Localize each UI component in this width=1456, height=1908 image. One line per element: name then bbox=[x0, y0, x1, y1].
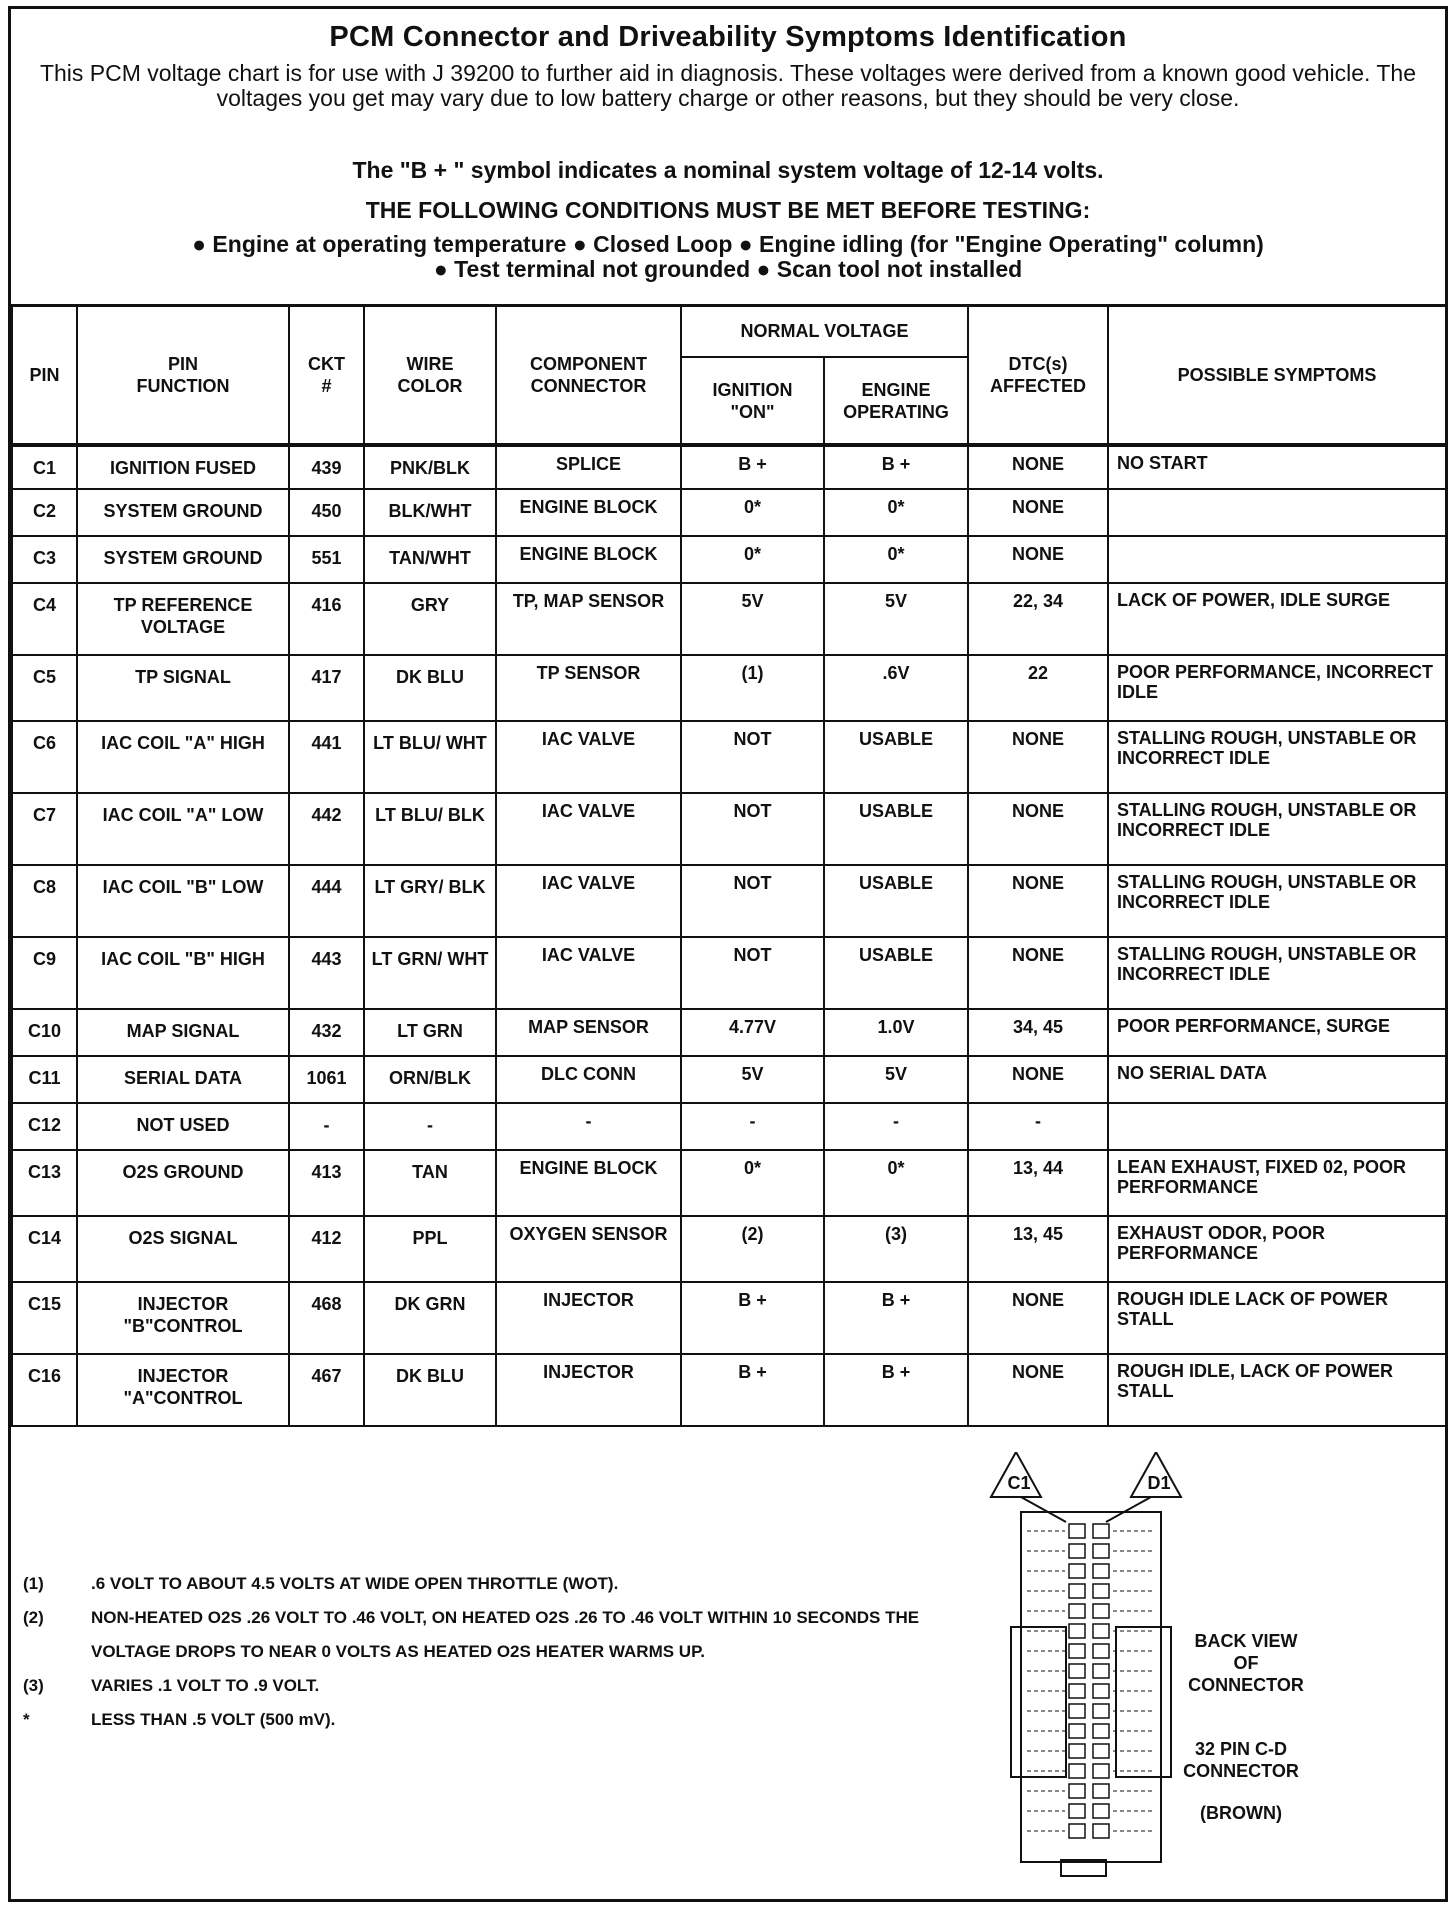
cell-engine-operating: 0* bbox=[824, 1150, 968, 1216]
connector-pin bbox=[1093, 1724, 1109, 1738]
connector-pin bbox=[1069, 1704, 1085, 1718]
table-row bbox=[12, 536, 1446, 583]
cell-pin: C9 bbox=[12, 937, 77, 1009]
cell-pin: C1 bbox=[12, 445, 77, 489]
cell-component: TP SENSOR bbox=[496, 655, 681, 721]
bplus-note: The "B + " symbol indicates a nominal system voltage of 12-14 volts. bbox=[352, 157, 1104, 183]
pcm-table bbox=[11, 304, 1447, 1427]
conditions-line-1: ● Engine at operating temperature ● Closed Loop ● Engine idling (for "Engine Operating" column) bbox=[192, 231, 1264, 257]
table-row bbox=[12, 1103, 1446, 1150]
cell-pin: C3 bbox=[12, 536, 77, 583]
label-pin-count: 32 PIN C-D CONNECTOR bbox=[1183, 1739, 1299, 1781]
cell-pin-function: INJECTOR "A"CONTROL bbox=[77, 1354, 289, 1426]
cell-symptoms bbox=[1108, 489, 1446, 536]
cell-symptoms: ROUGH IDLE, LACK OF POWER STALL bbox=[1108, 1354, 1446, 1426]
cell-pin-function: INJECTOR "B"CONTROL bbox=[77, 1282, 289, 1354]
cell-wire-color: - bbox=[364, 1103, 496, 1150]
cell-pin-function: TP REFERENCE VOLTAGE bbox=[77, 583, 289, 655]
cell-dtc: NONE bbox=[968, 536, 1108, 583]
connector-pin bbox=[1069, 1544, 1085, 1558]
table-row bbox=[12, 865, 1446, 937]
cell-engine-operating: 5V bbox=[824, 1056, 968, 1103]
footnote-mark: (3) bbox=[23, 1676, 44, 1695]
cell-ignition-on: NOT bbox=[681, 865, 824, 937]
cell-engine-operating: 0* bbox=[824, 489, 968, 536]
cell-component: ENGINE BLOCK bbox=[496, 489, 681, 536]
connector-pin bbox=[1093, 1824, 1109, 1838]
footnote-mark: (1) bbox=[23, 1574, 44, 1593]
page-title: PCM Connector and Driveability Symptoms Identification bbox=[329, 21, 1127, 53]
cell-pin-function: SYSTEM GROUND bbox=[77, 489, 289, 536]
table-row bbox=[12, 1009, 1446, 1056]
cell-ignition-on: B + bbox=[681, 1282, 824, 1354]
footnote-text: .6 VOLT TO ABOUT 4.5 VOLTS AT WIDE OPEN THROTTLE (WOT). bbox=[91, 1574, 619, 1593]
cell-ignition-on: (1) bbox=[681, 655, 824, 721]
cell-pin: C5 bbox=[12, 655, 77, 721]
connector-pin bbox=[1069, 1824, 1085, 1838]
label-back-view: BACK VIEW OF CONNECTOR bbox=[1188, 1631, 1304, 1695]
footnote-text: LESS THAN .5 VOLT (500 mV). bbox=[91, 1710, 336, 1729]
connector-pin bbox=[1069, 1644, 1085, 1658]
cell-dtc: 22, 34 bbox=[968, 583, 1108, 655]
table-row bbox=[12, 1282, 1446, 1354]
cell-ignition-on: B + bbox=[681, 1354, 824, 1426]
cell-pin-function: MAP SIGNAL bbox=[77, 1009, 289, 1056]
cell-pin: C10 bbox=[12, 1009, 77, 1056]
table-row bbox=[12, 1056, 1446, 1103]
cell-pin: C4 bbox=[12, 583, 77, 655]
connector-pin bbox=[1069, 1524, 1085, 1538]
cell-ignition-on: B + bbox=[681, 445, 824, 489]
cell-engine-operating: USABLE bbox=[824, 721, 968, 793]
connector-pin bbox=[1069, 1624, 1085, 1638]
cell-symptoms: ROUGH IDLE LACK OF POWER STALL bbox=[1108, 1282, 1446, 1354]
cell-dtc: NONE bbox=[968, 1282, 1108, 1354]
table-row bbox=[12, 655, 1446, 721]
cell-dtc: 34, 45 bbox=[968, 1009, 1108, 1056]
cell-ckt: 443 bbox=[289, 937, 364, 1009]
connector-pin bbox=[1093, 1564, 1109, 1578]
connector-pin bbox=[1069, 1684, 1085, 1698]
table-row bbox=[12, 1216, 1446, 1282]
notes bbox=[23, 1567, 983, 1737]
col-ignition-on: IGNITION "ON" bbox=[681, 357, 824, 445]
cell-engine-operating: USABLE bbox=[824, 865, 968, 937]
cell-pin: C6 bbox=[12, 721, 77, 793]
cell-engine-operating: B + bbox=[824, 445, 968, 489]
cell-symptoms: POOR PERFORMANCE, SURGE bbox=[1108, 1009, 1446, 1056]
label-c1: C1 bbox=[1007, 1473, 1031, 1493]
cell-dtc: NONE bbox=[968, 721, 1108, 793]
cell-pin: C12 bbox=[12, 1103, 77, 1150]
footnote bbox=[23, 1703, 983, 1737]
cell-engine-operating: 1.0V bbox=[824, 1009, 968, 1056]
d1-pointer bbox=[1106, 1497, 1151, 1522]
cell-component: IAC VALVE bbox=[496, 865, 681, 937]
cell-ignition-on: 5V bbox=[681, 583, 824, 655]
cell-symptoms: NO SERIAL DATA bbox=[1108, 1056, 1446, 1103]
cell-component: IAC VALVE bbox=[496, 937, 681, 1009]
cell-pin-function: IGNITION FUSED bbox=[77, 445, 289, 489]
cell-ignition-on: 4.77V bbox=[681, 1009, 824, 1056]
cell-component: DLC CONN bbox=[496, 1056, 681, 1103]
cell-dtc: NONE bbox=[968, 937, 1108, 1009]
cell-wire-color: BLK/WHT bbox=[364, 489, 496, 536]
cell-ckt: 441 bbox=[289, 721, 364, 793]
col-ckt: CKT # bbox=[289, 305, 364, 445]
cell-ckt: 439 bbox=[289, 445, 364, 489]
cell-ckt: 413 bbox=[289, 1150, 364, 1216]
cell-engine-operating: (3) bbox=[824, 1216, 968, 1282]
cell-ignition-on: NOT bbox=[681, 937, 824, 1009]
col-wire-color: WIRE COLOR bbox=[364, 305, 496, 445]
cell-symptoms: LACK OF POWER, IDLE SURGE bbox=[1108, 583, 1446, 655]
cell-dtc: 13, 45 bbox=[968, 1216, 1108, 1282]
cell-pin-function: IAC COIL "B" LOW bbox=[77, 865, 289, 937]
cell-component: INJECTOR bbox=[496, 1282, 681, 1354]
cell-wire-color: LT BLU/ WHT bbox=[364, 721, 496, 793]
cell-pin: C2 bbox=[12, 489, 77, 536]
footnote-mark: (2) bbox=[23, 1608, 44, 1627]
cell-pin-function: IAC COIL "A" LOW bbox=[77, 793, 289, 865]
connector-body bbox=[1021, 1512, 1161, 1862]
connector-pin bbox=[1069, 1724, 1085, 1738]
cell-pin: C11 bbox=[12, 1056, 77, 1103]
connector-pin bbox=[1093, 1664, 1109, 1678]
cell-dtc: 22 bbox=[968, 655, 1108, 721]
connector-pin bbox=[1069, 1764, 1085, 1778]
cell-wire-color: LT GRY/ BLK bbox=[364, 865, 496, 937]
connector-pin bbox=[1093, 1784, 1109, 1798]
cell-symptoms: STALLING ROUGH, UNSTABLE OR INCORRECT IDLE bbox=[1108, 793, 1446, 865]
conditions-title: THE FOLLOWING CONDITIONS MUST BE MET BEFORE TESTING: bbox=[365, 197, 1091, 223]
cell-ignition-on: NOT bbox=[681, 793, 824, 865]
cell-dtc: NONE bbox=[968, 1056, 1108, 1103]
cell-ckt: 417 bbox=[289, 655, 364, 721]
cell-ckt: 468 bbox=[289, 1282, 364, 1354]
cell-wire-color: PPL bbox=[364, 1216, 496, 1282]
cell-component: SPLICE bbox=[496, 445, 681, 489]
cell-symptoms: POOR PERFORMANCE, INCORRECT IDLE bbox=[1108, 655, 1446, 721]
connector-pin bbox=[1069, 1784, 1085, 1798]
cell-ckt: 416 bbox=[289, 583, 364, 655]
cell-symptoms bbox=[1108, 1103, 1446, 1150]
label-d1: D1 bbox=[1147, 1473, 1171, 1493]
connector-latch-left bbox=[1011, 1627, 1066, 1777]
connector-diagram bbox=[961, 1452, 1441, 1892]
cell-ignition-on: 0* bbox=[681, 1150, 824, 1216]
table-row bbox=[12, 583, 1446, 655]
cell-pin: C15 bbox=[12, 1282, 77, 1354]
intro-text: This PCM voltage chart is for use with J 39200 to further aid in diagnosis. These voltages were derived from a known good vehicle. The voltages you get may vary due to low battery charge or other reasons, but they should be very close. bbox=[39, 60, 1417, 111]
cell-pin-function: O2S SIGNAL bbox=[77, 1216, 289, 1282]
footnote bbox=[23, 1567, 983, 1601]
cell-wire-color: GRY bbox=[364, 583, 496, 655]
cell-pin-function: TP SIGNAL bbox=[77, 655, 289, 721]
cell-pin-function: NOT USED bbox=[77, 1103, 289, 1150]
cell-ckt: 442 bbox=[289, 793, 364, 865]
table-row bbox=[12, 1354, 1446, 1426]
cell-dtc: NONE bbox=[968, 445, 1108, 489]
cell-ckt: 1061 bbox=[289, 1056, 364, 1103]
connector-pin bbox=[1069, 1564, 1085, 1578]
conditions-line-2: ● Test terminal not grounded ● Scan tool not installed bbox=[433, 256, 1023, 282]
table-row bbox=[12, 937, 1446, 1009]
cell-pin: C16 bbox=[12, 1354, 77, 1426]
cell-pin-function: IAC COIL "A" HIGH bbox=[77, 721, 289, 793]
cell-wire-color: ORN/BLK bbox=[364, 1056, 496, 1103]
c1-pointer bbox=[1021, 1497, 1066, 1522]
cell-component: INJECTOR bbox=[496, 1354, 681, 1426]
label-connector-color: (BROWN) bbox=[1200, 1803, 1282, 1823]
connector-pin bbox=[1093, 1584, 1109, 1598]
connector-pins bbox=[1027, 1524, 1155, 1838]
cell-engine-operating: USABLE bbox=[824, 937, 968, 1009]
cell-wire-color: DK BLU bbox=[364, 1354, 496, 1426]
cell-pin: C7 bbox=[12, 793, 77, 865]
cell-ckt: 467 bbox=[289, 1354, 364, 1426]
connector-pin bbox=[1093, 1744, 1109, 1758]
col-possible-symptoms: POSSIBLE SYMPTOMS bbox=[1108, 305, 1446, 445]
cell-component: IAC VALVE bbox=[496, 793, 681, 865]
connector-pin bbox=[1093, 1704, 1109, 1718]
cell-ckt: 412 bbox=[289, 1216, 364, 1282]
cell-ckt: 450 bbox=[289, 489, 364, 536]
table-row bbox=[12, 445, 1446, 489]
cell-pin: C14 bbox=[12, 1216, 77, 1282]
cell-symptoms: STALLING ROUGH, UNSTABLE OR INCORRECT IDLE bbox=[1108, 865, 1446, 937]
cell-dtc: NONE bbox=[968, 1354, 1108, 1426]
table-row bbox=[12, 793, 1446, 865]
connector-pin bbox=[1069, 1584, 1085, 1598]
connector-pin bbox=[1069, 1804, 1085, 1818]
cell-dtc: NONE bbox=[968, 865, 1108, 937]
cell-dtc: 13, 44 bbox=[968, 1150, 1108, 1216]
cell-symptoms: NO START bbox=[1108, 445, 1446, 489]
document-page bbox=[8, 6, 1448, 1902]
cell-ckt: 432 bbox=[289, 1009, 364, 1056]
cell-engine-operating: 0* bbox=[824, 536, 968, 583]
cell-ignition-on: NOT bbox=[681, 721, 824, 793]
connector-pin bbox=[1069, 1744, 1085, 1758]
header bbox=[11, 9, 1445, 307]
cell-wire-color: LT GRN bbox=[364, 1009, 496, 1056]
cell-ckt: 444 bbox=[289, 865, 364, 937]
cell-component: ENGINE BLOCK bbox=[496, 536, 681, 583]
cell-ignition-on: - bbox=[681, 1103, 824, 1150]
cell-ignition-on: 0* bbox=[681, 536, 824, 583]
cell-component: IAC VALVE bbox=[496, 721, 681, 793]
cell-engine-operating: B + bbox=[824, 1282, 968, 1354]
footer bbox=[11, 1434, 1445, 1899]
footnote-text: NON-HEATED O2S .26 VOLT TO .46 VOLT, ON HEATED O2S .26 TO .46 VOLT WITHIN 10 SECONDS THE VOLTAGE DROPS TO NEAR 0 VOLTS AS HEATED O2S HEATER WARMS UP. bbox=[91, 1608, 920, 1661]
cell-engine-operating: 5V bbox=[824, 583, 968, 655]
cell-ignition-on: 0* bbox=[681, 489, 824, 536]
cell-pin-function: IAC COIL "B" HIGH bbox=[77, 937, 289, 1009]
cell-ignition-on: (2) bbox=[681, 1216, 824, 1282]
cell-symptoms: LEAN EXHAUST, FIXED 02, POOR PERFORMANCE bbox=[1108, 1150, 1446, 1216]
col-pin-function: PIN FUNCTION bbox=[77, 305, 289, 445]
col-engine-operating: ENGINE OPERATING bbox=[824, 357, 968, 445]
col-normal-voltage: NORMAL VOLTAGE bbox=[681, 305, 968, 357]
cell-dtc: - bbox=[968, 1103, 1108, 1150]
connector-pin bbox=[1093, 1604, 1109, 1618]
col-component-connector: COMPONENT CONNECTOR bbox=[496, 305, 681, 445]
cell-engine-operating: .6V bbox=[824, 655, 968, 721]
connector-pin bbox=[1069, 1664, 1085, 1678]
table-row bbox=[12, 489, 1446, 536]
cell-engine-operating: - bbox=[824, 1103, 968, 1150]
footnote-mark: * bbox=[23, 1710, 30, 1729]
table-body bbox=[12, 445, 1446, 1426]
cell-pin-function: SERIAL DATA bbox=[77, 1056, 289, 1103]
table-row bbox=[12, 721, 1446, 793]
connector-pin bbox=[1069, 1604, 1085, 1618]
cell-wire-color: PNK/BLK bbox=[364, 445, 496, 489]
cell-component: OXYGEN SENSOR bbox=[496, 1216, 681, 1282]
cell-component: MAP SENSOR bbox=[496, 1009, 681, 1056]
cell-ignition-on: 5V bbox=[681, 1056, 824, 1103]
footnote-text: VARIES .1 VOLT TO .9 VOLT. bbox=[91, 1676, 320, 1695]
col-pin: PIN bbox=[12, 305, 77, 445]
cell-wire-color: DK GRN bbox=[364, 1282, 496, 1354]
connector-pin bbox=[1093, 1764, 1109, 1778]
cell-symptoms: EXHAUST ODOR, POOR PERFORMANCE bbox=[1108, 1216, 1446, 1282]
table-row bbox=[12, 1150, 1446, 1216]
cell-component: ENGINE BLOCK bbox=[496, 1150, 681, 1216]
cell-symptoms bbox=[1108, 536, 1446, 583]
cell-symptoms: STALLING ROUGH, UNSTABLE OR INCORRECT IDLE bbox=[1108, 721, 1446, 793]
cell-ckt: - bbox=[289, 1103, 364, 1150]
cell-wire-color: LT BLU/ BLK bbox=[364, 793, 496, 865]
connector-pin bbox=[1093, 1804, 1109, 1818]
cell-symptoms: STALLING ROUGH, UNSTABLE OR INCORRECT IDLE bbox=[1108, 937, 1446, 1009]
footnote bbox=[23, 1601, 983, 1669]
cell-engine-operating: USABLE bbox=[824, 793, 968, 865]
cell-pin-function: O2S GROUND bbox=[77, 1150, 289, 1216]
connector-pin bbox=[1093, 1684, 1109, 1698]
col-dtc: DTC(s) AFFECTED bbox=[968, 305, 1108, 445]
cell-component: TP, MAP SENSOR bbox=[496, 583, 681, 655]
cell-dtc: NONE bbox=[968, 793, 1108, 865]
cell-wire-color: LT GRN/ WHT bbox=[364, 937, 496, 1009]
footnote bbox=[23, 1669, 983, 1703]
cell-wire-color: DK BLU bbox=[364, 655, 496, 721]
cell-ckt: 551 bbox=[289, 536, 364, 583]
cell-wire-color: TAN bbox=[364, 1150, 496, 1216]
connector-pin bbox=[1093, 1624, 1109, 1638]
cell-pin-function: SYSTEM GROUND bbox=[77, 536, 289, 583]
cell-wire-color: TAN/WHT bbox=[364, 536, 496, 583]
cell-component: - bbox=[496, 1103, 681, 1150]
cell-engine-operating: B + bbox=[824, 1354, 968, 1426]
cell-dtc: NONE bbox=[968, 489, 1108, 536]
connector-pin bbox=[1093, 1644, 1109, 1658]
cell-pin: C13 bbox=[12, 1150, 77, 1216]
connector-pin bbox=[1093, 1544, 1109, 1558]
connector-pin bbox=[1093, 1524, 1109, 1538]
cell-pin: C8 bbox=[12, 865, 77, 937]
